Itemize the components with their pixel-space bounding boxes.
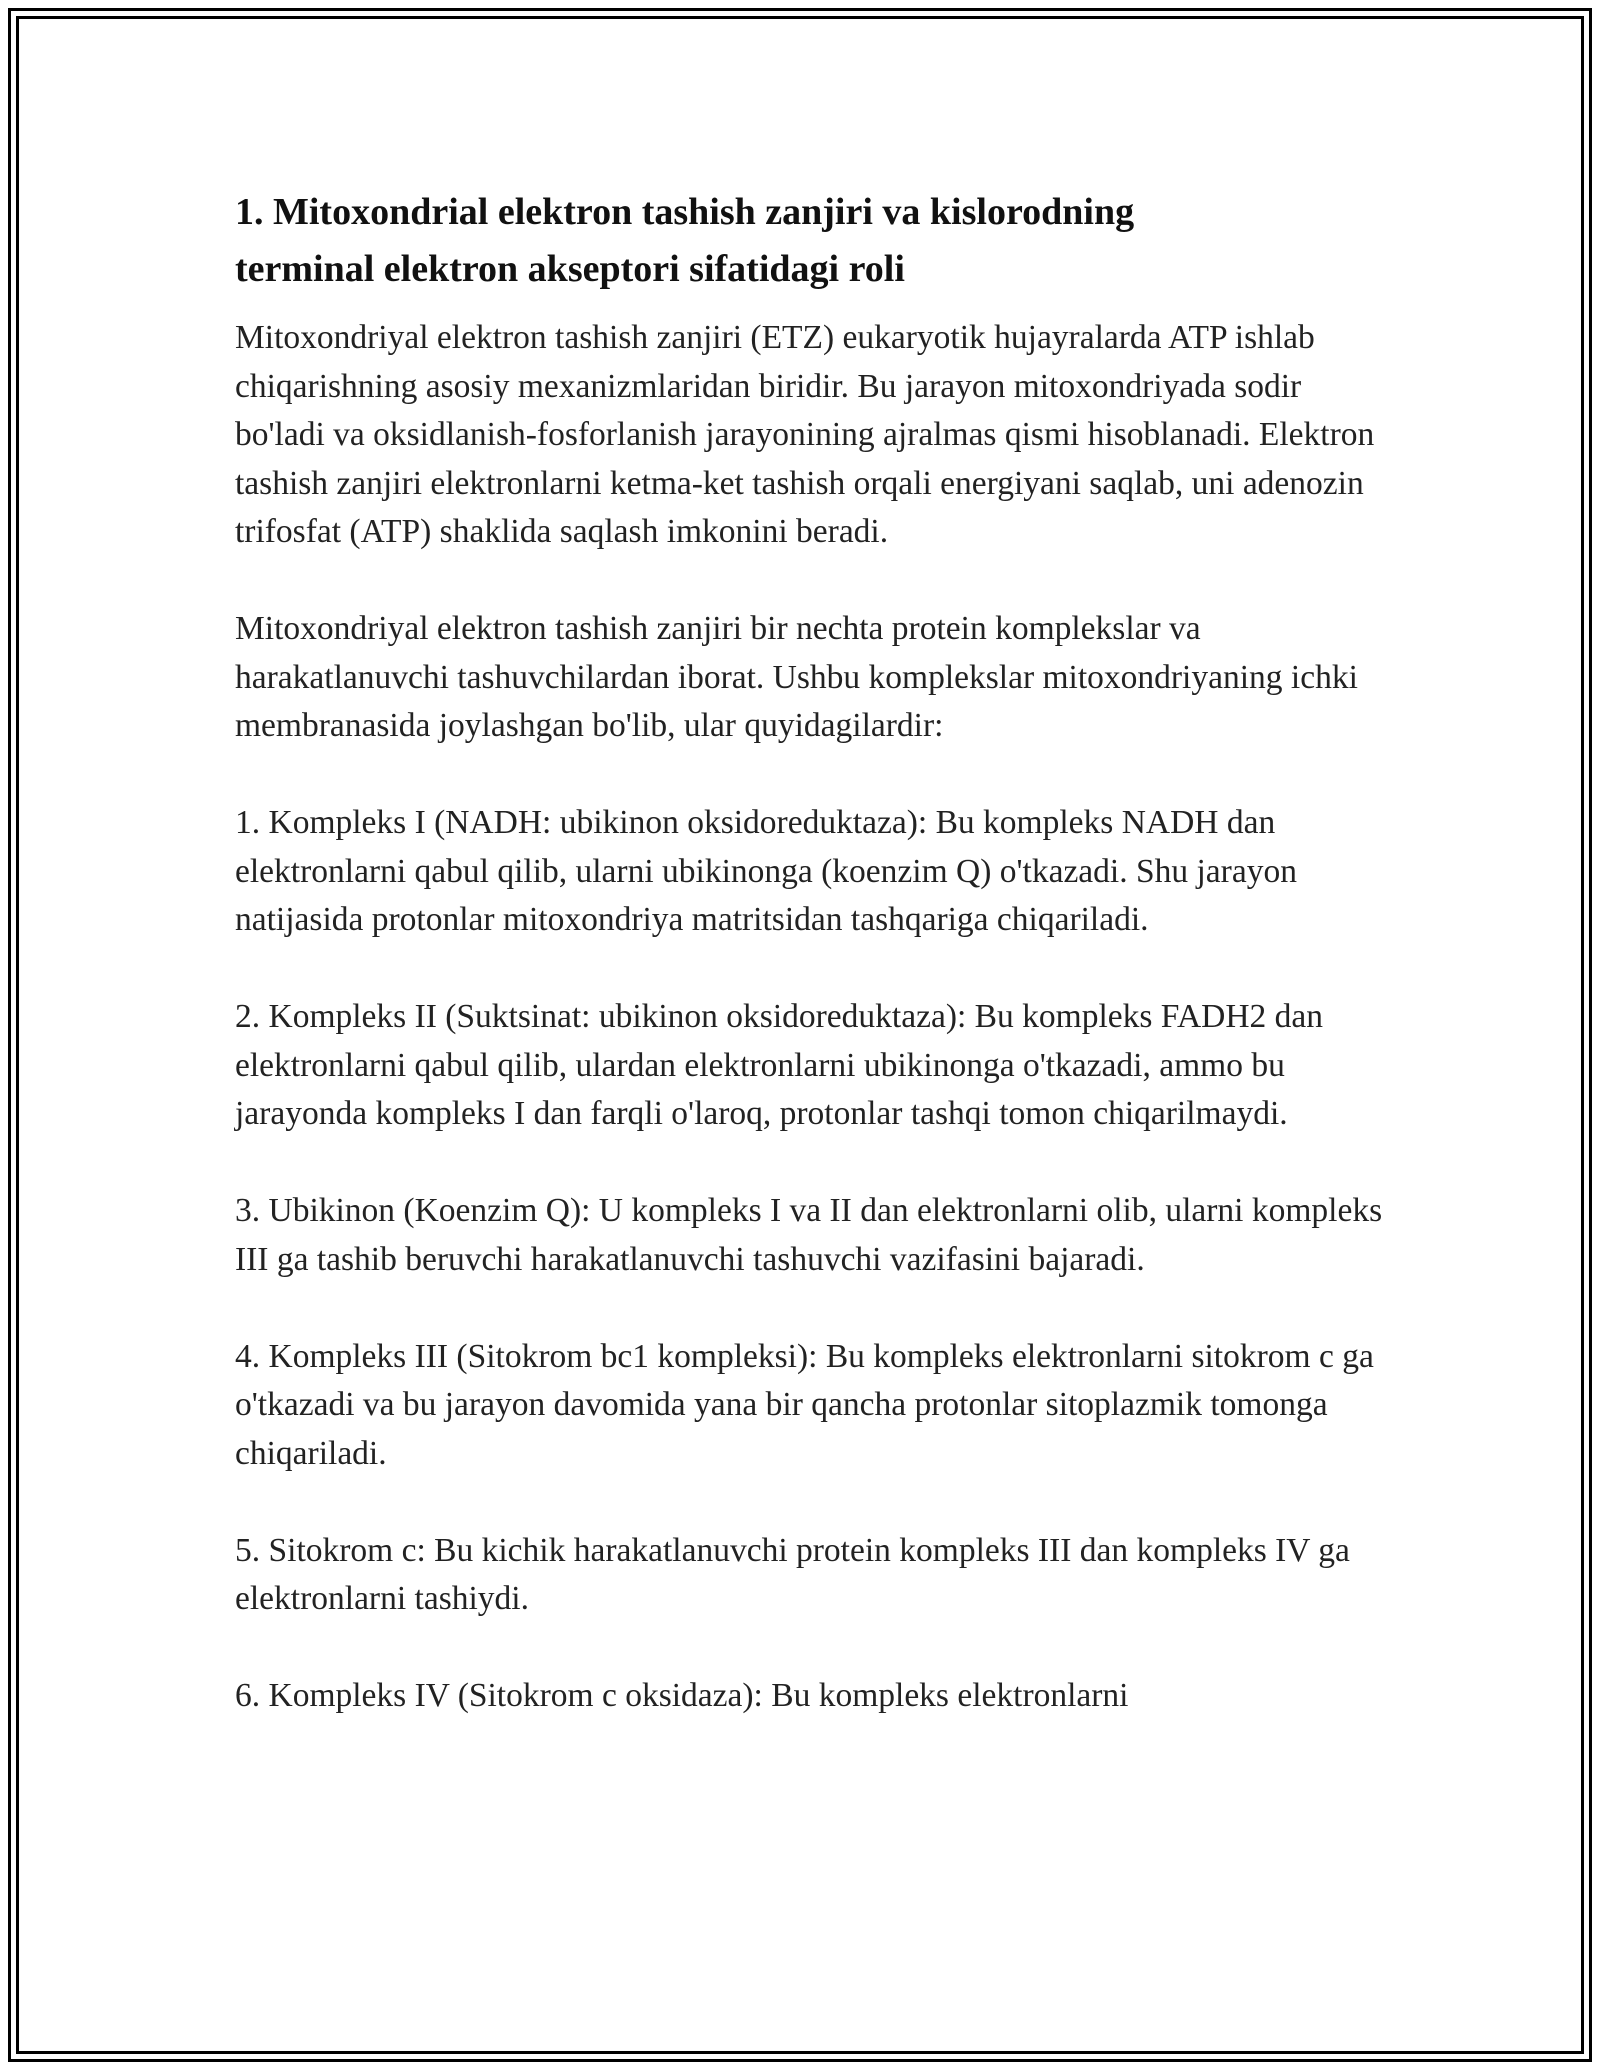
intro-paragraph: Mitoxondriyal elektron tashish zanjiri (ETZ) eukaryotik hujayralarda ATP ishlab chiqarishning asosiy mexanizmlaridan biridir. Bu jarayon mitoxondriyada sodir bo'ladi va oksidlanish-fosforlanish jarayonining ajralmas qismi hisoblanadi. Elektron tashish zanjiri elektronlarni ketma-ket tashish orqali energiyani saqlab, uni adenozin trifosfat (ATP) shaklida saqlash imkonini beradi. [235, 319, 1375, 550]
list-item-complex-2: 2. Kompleks II (Suktsinat: ubikinon oksidoreduktaza): Bu kompleks FADH2 dan elektronlarni qabul qilib, ulardan elektronlarni ubikinonga o'tkazadi, ammo bu jarayonda kompleks I dan farqli o'laroq, protonlar tashqi tomon chiqarilmaydi. [235, 998, 1324, 1132]
list-item-complex-1: 1. Kompleks I (NADH: ubikinon oksidoreduktaza): Bu kompleks NADH dan elektronlarni qabul qilib, ularni ubikinonga (koenzim Q) o'tkazadi. Shu jarayon natijasida protonlar mitoxondriya matritsidan tashqariga chiqariladi. [235, 804, 1297, 938]
section-heading-line-1: 1. Mitoxondrial elektron tashish zanjiri va kislorodning [235, 191, 1135, 233]
list-item-complex-3: 4. Kompleks III (Sitokrom bc1 kompleksi): Bu kompleks elektronlarni sitokrom c ga o'tkazadi va bu jarayon davomida yana bir qancha protonlar sitoplazmik tomonga chiqariladi. [235, 1337, 1374, 1472]
document-body [235, 184, 1395, 1721]
composition-paragraph: Mitoxondriyal elektron tashish zanjiri bir nechta protein komplekslar va harakatlanuvchi tashuvchilardan iborat. Ushbu komplekslar mitoxondriyaning ichki membranasida joylashgan bo'lib, ular quyidagilardir: [235, 610, 1358, 744]
list-item-ubiquinone: 3. Ubikinon (Koenzim Q): U kompleks I va II dan elektronlarni olib, ularni kompleks III ga tashib beruvchi harakatlanuvchi tashuvchi vazifasini bajaradi. [235, 1192, 1383, 1278]
list-item-cytochrome-c: 5. Sitokrom c: Bu kichik harakatlanuvchi protein kompleks III dan kompleks IV ga elektronlarni tashiydi. [235, 1531, 1350, 1617]
section-heading [235, 184, 1395, 298]
section-heading-line-2: terminal elektron akseptori sifatidagi roli [235, 248, 905, 290]
list-item-complex-4: 6. Kompleks IV (Sitokrom c oksidaza): Bu kompleks elektronlarni [235, 1677, 1129, 1714]
